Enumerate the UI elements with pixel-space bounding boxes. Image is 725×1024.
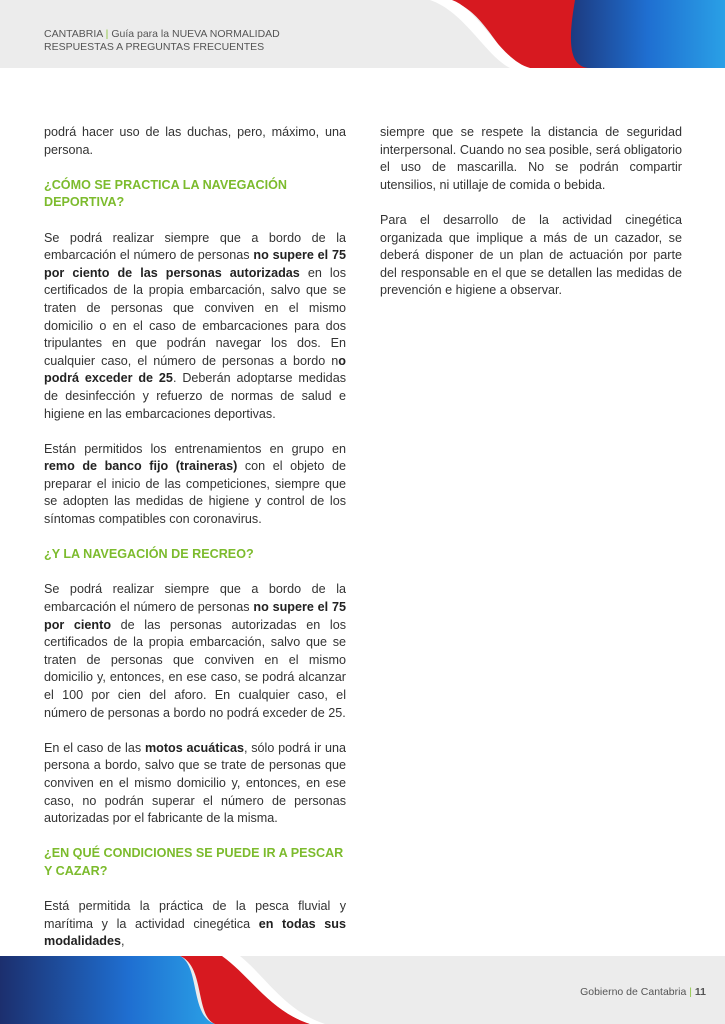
header-line-1	[44, 28, 280, 41]
page-footer	[0, 956, 725, 1024]
paragraph-navegacion-recreo: Se podrá realizar siempre que a bordo de la embarcación el número de personas no supere el 75 por ciento de las personas autorizadas en los certificados de la propia embarcación, salvo que se traten de personas que conviven en el mismo domicilio y, entonces, en ese caso, se podrá alcanzar el 100 por cien del aforo. En cualquier caso, el número de personas a bordo no podrá exceder de 25.	[44, 582, 346, 720]
paragraph-navegacion-deportiva: Se podrá realizar siempre que a bordo de la embarcación el número de personas no supere el 75 por ciento de las personas autorizadas en los certificados de la propia embarcación, salvo que se traten de personas que conviven en el mismo domicilio o en el caso de embarcaciones para dos tripulantes en que podrán navegar los dos. En cualquier caso, el número de personas a bordo no podrá exceder de 25. Deberán adoptarse medidas de desinfección y refuerzo de normas de salud e higiene en las embarcaciones deportivas.	[44, 230, 346, 421]
header-guide-title: Guía para la NUEVA NORMALIDAD	[111, 28, 280, 40]
heading-navegacion-recreo: ¿Y LA NAVEGACIÓN DE RECREO?	[44, 547, 254, 562]
page-header	[0, 0, 725, 68]
heading-navegacion-deportiva: ¿CÓMO SE PRACTICA LA NAVEGACIÓN DEPORTIVA?	[44, 177, 288, 210]
paragraph-motos-acuaticas: En el caso de las motos acuáticas, sólo podrá ir una persona a bordo, salvo que se trate de personas que conviven en el mismo domicilio y, entonces, en ese caso, no podrán superar el número de personas autorizadas por el fabricante de la misma.	[44, 740, 346, 826]
footer-org: Gobierno de Cantabria	[580, 986, 687, 998]
header-subtitle: RESPUESTAS A PREGUNTAS FRECUENTES	[44, 41, 265, 53]
paragraph-entrenamientos: Están permitidos los entrenamientos en grupo en remo de banco fijo (traineras) con el objeto de preparar el inicio de las competiciones, siempre que se adopten las medidas de higiene y control de los síntomas compatibles con coronavirus.	[44, 441, 346, 527]
header-brand: CANTABRIA	[44, 28, 103, 40]
paragraph-actividad-cinegetica: Para el desarrollo de la actividad cinegética organizada que implique a más de un cazador, se deberá disponer de un plan de actuación por parte del responsable en el que se detallen las medidas de prevención e higiene a observar.	[380, 212, 682, 298]
header-text	[44, 28, 280, 54]
right-column	[380, 124, 682, 318]
paragraph-pesca: Está permitida la práctica de la pesca fluvial y marítima y la actividad cinegética en todas sus modalidades,	[44, 899, 346, 949]
header-separator: |	[105, 28, 109, 40]
paragraph-distancia-seguridad: siempre que se respete la distancia de seguridad interpersonal. Cuando no sea posible, será obligatorio el uso de mascarilla. No se podrán compartir utensilios, ni utillaje de comida o bebida.	[380, 125, 682, 192]
left-column	[44, 124, 346, 969]
footer-separator: |	[689, 986, 692, 998]
heading-pescar-cazar: ¿EN QUÉ CONDICIONES SE PUEDE IR A PESCAR Y CAZAR?	[44, 846, 344, 878]
page-number: 11	[694, 986, 706, 998]
paragraph-duchas: podrá hacer uso de las duchas, pero, máximo, una persona.	[44, 125, 346, 157]
footer-text	[580, 986, 706, 998]
